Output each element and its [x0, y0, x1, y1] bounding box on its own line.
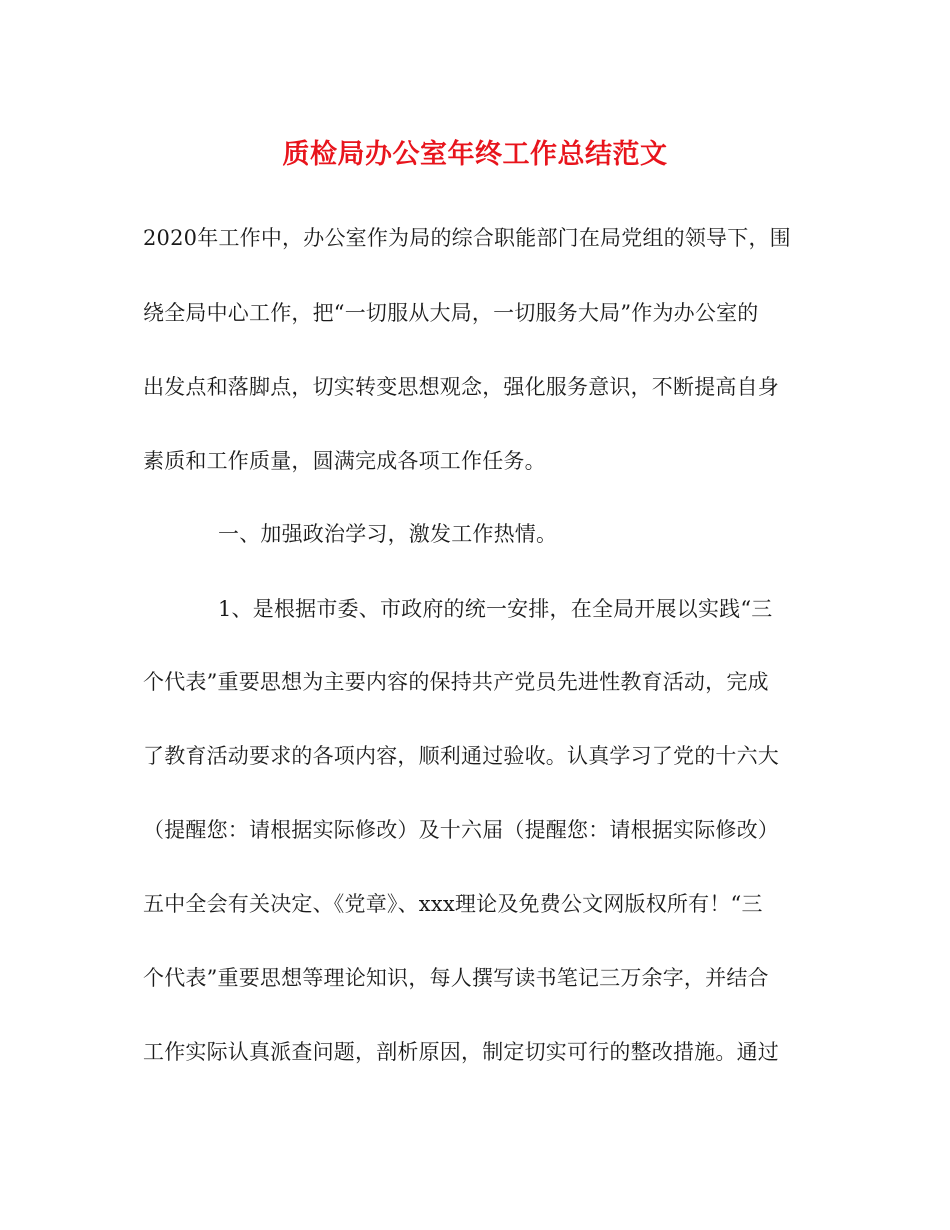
item-1-line-1: 1、是根据市委、市政府的统一安排，在全局开展以实践“三: [218, 597, 773, 621]
intro-paragraph-line-1: 2020年工作中，办公室作为局的综合职能部门在局党组的领导下，围: [143, 226, 791, 250]
item-1-line-2: 个代表”重要思想为主要内容的保持共产党员先进性教育活动，完成: [143, 670, 769, 694]
intro-paragraph-line-3: 出发点和落脚点，切实转变思想观念，强化服务意识，不断提高自身: [143, 375, 779, 399]
section-heading: 一、加强政治学习，激发工作热情。: [218, 522, 558, 546]
intro-paragraph-line-4: 素质和工作质量，圆满完成各项工作任务。: [143, 449, 546, 473]
intro-paragraph-line-2: 绕全局中心工作，把“一切服从大局，一切服务大局”作为办公室的: [143, 301, 759, 325]
item-1-line-6: 个代表”重要思想等理论知识，每人撰写读书笔记三万余字，并结合: [143, 966, 769, 990]
document-title: 质检局办公室年终工作总结范文: [282, 139, 668, 170]
item-1-line-7: 工作实际认真派查问题，剖析原因，制定切实可行的整改措施。通过: [143, 1040, 779, 1064]
item-1-line-3: 了教育活动要求的各项内容，顺利通过验收。认真学习了党的十六大: [143, 744, 779, 768]
item-1-line-4: （提醒您：请根据实际修改）及十六届（提醒您：请根据实际修改）: [143, 818, 779, 842]
item-1-line-5: 五中全会有关决定、《党章》、xxx理论及免费公文网版权所有！“三: [143, 892, 763, 916]
